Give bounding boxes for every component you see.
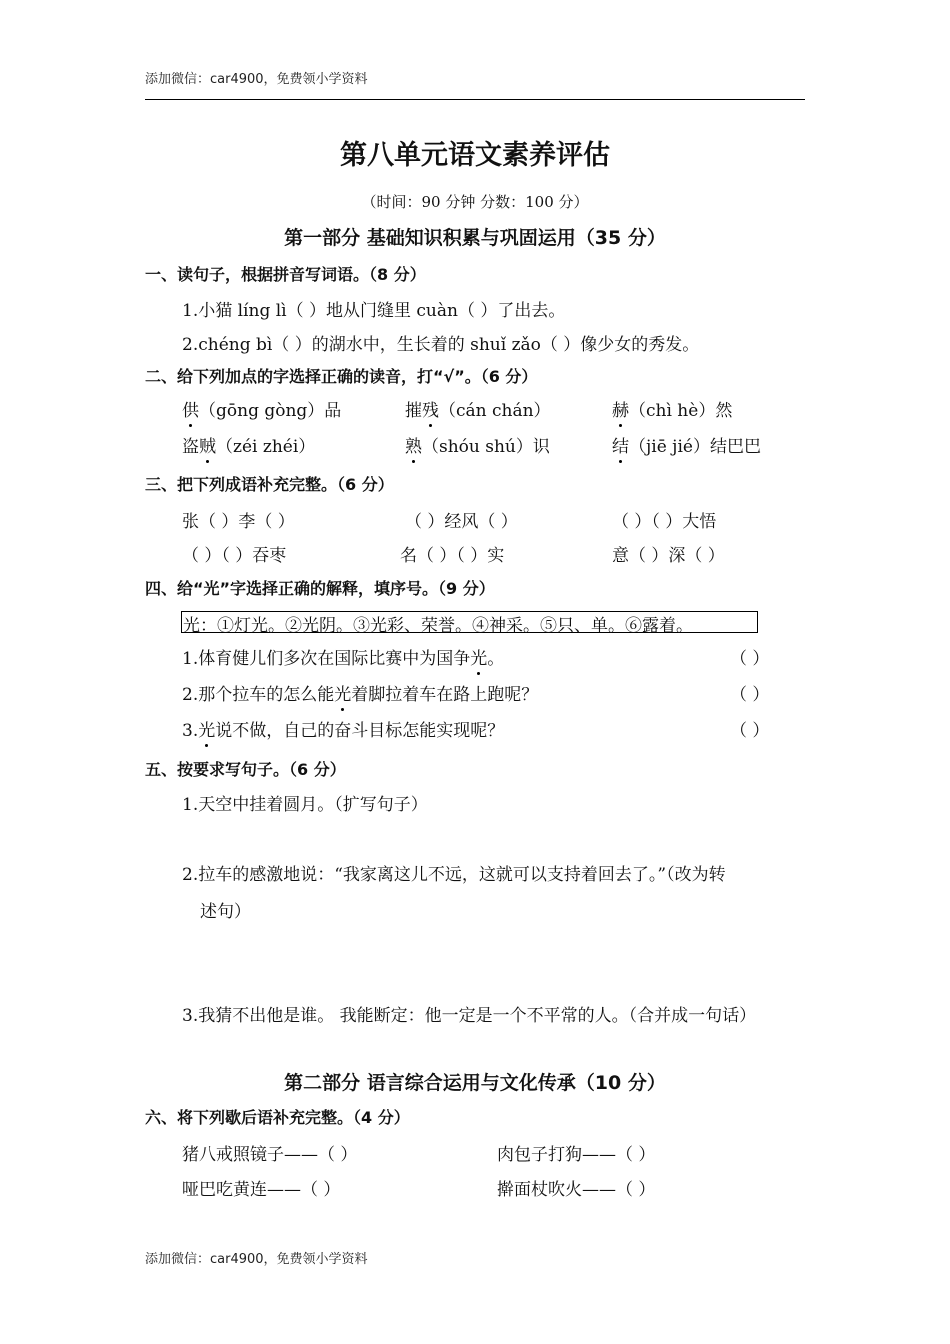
q2-item: 赫（chì hè）然 bbox=[612, 396, 732, 421]
q3-idiom: 名（ ）（ ）实 bbox=[400, 546, 505, 566]
q4-item: 3.光说不做，自己的奋斗目标怎能实现呢？ bbox=[182, 716, 504, 741]
q2-item: 摧残（cán chán） bbox=[405, 396, 551, 421]
header-divider bbox=[145, 99, 805, 100]
q4-item: 2.那个拉车的怎么能光着脚拉着车在路上跑呢？ bbox=[182, 680, 538, 705]
q4-heading: 四、给“光”字选择正确的解释，填序号。（9 分） bbox=[145, 579, 495, 598]
q6-item: 猪八戒照镜子——（ ） bbox=[182, 1145, 358, 1165]
q1-heading: 一、读句子，根据拼音写词语。（8 分） bbox=[145, 265, 426, 284]
q3-idiom: 张（ ）李（ ） bbox=[182, 512, 295, 532]
q5-task-2: 2.拉车的感激地说：“我家离这儿不远，这就可以支持着回去了。”（改为转 bbox=[182, 865, 726, 885]
q6-heading: 六、将下列歇后语补充完整。（4 分） bbox=[145, 1108, 410, 1127]
q3-idiom: （ ）经风（ ） bbox=[405, 512, 518, 532]
q1-sentence-2: 2.chéng bì（ ）的湖水中，生长着的 shuǐ zǎo（ ）像少女的秀发。 bbox=[182, 335, 700, 355]
q2-item: 熟（shóu shú）识 bbox=[405, 432, 550, 457]
footer-note: 添加微信：car4900，免费领小学资料 bbox=[145, 1252, 368, 1267]
q2-heading: 二、给下列加点的字选择正确的读音，打“√”。（6 分） bbox=[145, 367, 538, 386]
q4-answer-blank: （ ） bbox=[730, 685, 770, 705]
q5-heading: 五、按要求写句子。（6 分） bbox=[145, 760, 346, 779]
q3-idiom: 意（ ）深（ ） bbox=[612, 546, 725, 566]
q2-item: 供（gōng gòng）品 bbox=[182, 396, 341, 421]
part-two-heading: 第二部分 语言综合运用与文化传承（10 分） bbox=[284, 1072, 666, 1094]
q4-answer-blank: （ ） bbox=[730, 649, 770, 669]
q3-heading: 三、把下列成语补充完整。（6 分） bbox=[145, 475, 394, 494]
header-note: 添加微信：car4900，免费领小学资料 bbox=[145, 72, 368, 87]
definition-box: 光：①灯光。②光阴。③光彩、荣誉。④神采。⑤只、单。⑥露着。 bbox=[181, 611, 758, 633]
q6-item: 擀面杖吹火——（ ） bbox=[497, 1180, 656, 1200]
exam-info: （时间：90 分钟 分数：100 分） bbox=[361, 193, 589, 211]
q4-answer-blank: （ ） bbox=[730, 721, 770, 741]
q5-task-2-cont: 述句） bbox=[200, 902, 251, 922]
page-title: 第八单元语文素养评估 bbox=[340, 140, 610, 171]
part-one-heading: 第一部分 基础知识积累与巩固运用（35 分） bbox=[284, 227, 666, 249]
q5-task-1: 1.天空中挂着圆月。（扩写句子） bbox=[182, 795, 428, 815]
q3-idiom: （ ）（ ）吞枣 bbox=[182, 546, 287, 566]
q6-item: 肉包子打狗——（ ） bbox=[497, 1145, 656, 1165]
q2-item: 结（jiē jié）结巴巴 bbox=[612, 432, 761, 457]
q2-item: 盗贼（zéi zhéi） bbox=[182, 432, 315, 457]
q3-idiom: （ ）（ ）大悟 bbox=[612, 512, 717, 532]
q5-task-3: 3.我猜不出他是谁。 我能断定：他一定是一个不平常的人。（合并成一句话） bbox=[182, 1006, 757, 1026]
q4-item: 1.体育健儿们多次在国际比赛中为国争光。 bbox=[182, 644, 504, 669]
q1-sentence-1: 1.小猫 líng lì（ ）地从门缝里 cuàn（ ）了出去。 bbox=[182, 301, 566, 321]
q6-item: 哑巴吃黄连——（ ） bbox=[182, 1180, 341, 1200]
